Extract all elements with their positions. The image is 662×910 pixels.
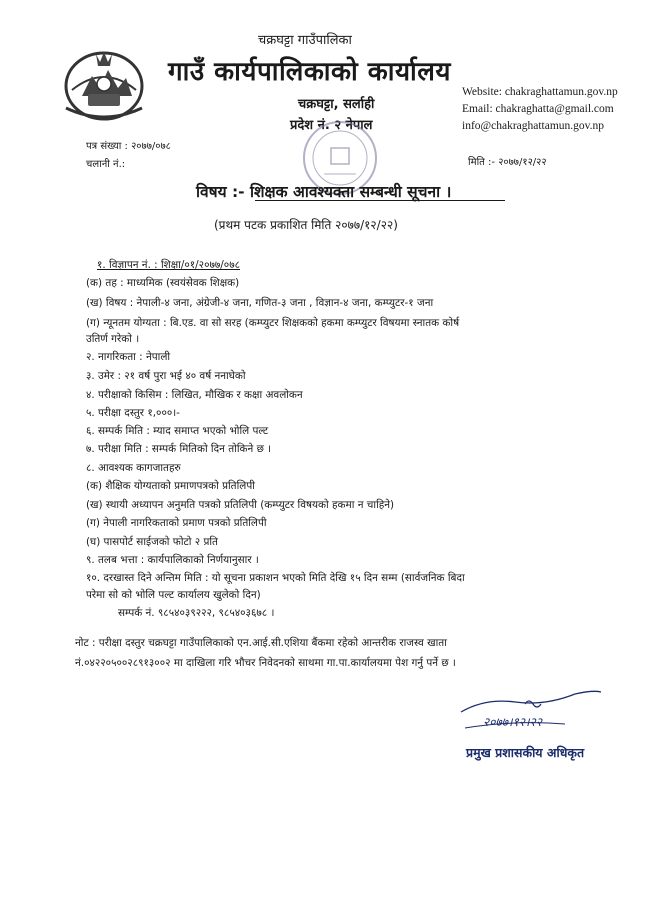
municipality-name: चक्रघट्टा गाउँपालिका	[258, 33, 352, 48]
note-line-2: नं.०४२२०५००२८९१३००२ मा दाखिला गरि भौचर निवेदनको साथमा गा.पा.कार्यालयमा पेश गर्नु पर्ने छ ।	[75, 657, 456, 669]
list-item: ९. तलब भत्ता : कार्यपालिकाको निर्णयानुसार ।	[86, 554, 259, 566]
list-item: परेमा सो को भोलि पल्ट कार्यालय खुलेको दिन)	[86, 589, 261, 601]
list-item: ८. आवश्यक कागजातहरु	[86, 462, 181, 474]
first-published-date: (प्रथम पटक प्रकाशित मिति २०७७/१२/२२)	[214, 218, 398, 232]
office-province: प्रदेश नं. २ नेपाल	[290, 118, 373, 133]
nepal-emblem-logo	[62, 46, 146, 122]
list-item: (ग) न्यूनतम योग्यता : बि.एड. वा सो सरह (कम्प्युटर शिक्षकको हकमा कम्प्युटर विषयमा स्नातक कोर्ष	[86, 317, 460, 329]
contact-numbers: सम्पर्क नं. ९८५४०३९२२२, ९८५४०३६७८ ।	[118, 607, 275, 619]
dispatch-number: चलानी नं.:	[86, 159, 126, 170]
list-item: (क) तह : माध्यमिक (स्वयंसेवक शिक्षक)	[86, 277, 240, 289]
list-item: (क) शैक्षिक योग्यताको प्रमाणपत्रको प्रतिलिपी	[86, 480, 255, 492]
signature-date: २०७७।१२।२२	[483, 715, 543, 729]
subject-heading: विषय :- शिक्षक आवश्यक्ता सम्बन्धी सूचना ।	[196, 183, 452, 201]
list-item: ३. उमेर : २१ वर्ष पुरा भई ४० वर्ष ननाघेको	[86, 370, 246, 382]
list-item: (ख) स्थायी अध्यापन अनुमति पत्रको प्रतिलिपी (कम्प्युटर विषयको हकमा न चाहिने)	[86, 499, 395, 511]
list-item: २. नागरिकता : नेपाली	[86, 351, 171, 363]
list-item: १. विज्ञापन नं. : शिक्षा/०१/२०७७/०७८	[97, 259, 241, 271]
list-item: १०. दरखास्त दिने अन्तिम मिति : यो सूचना प्रकाशन भएको मिति देखि १५ दिन सम्म (सार्वजनिक बिदा	[86, 572, 465, 584]
list-item: ७. परीक्षा मिति : सम्पर्क मितिको दिन तोकिने छ ।	[86, 443, 272, 455]
letter-number: पत्र संख्या : २०७७/०७८	[86, 141, 171, 152]
list-item: (घ) पासपोर्ट साईजको फोटो २ प्रति	[86, 536, 218, 548]
handwritten-signature	[455, 684, 605, 740]
list-item: ६. सम्पर्क मिति : म्याद समाप्त भएको भोलि पल्ट	[86, 425, 269, 437]
email-text: Email: chakraghatta@gmail.com	[462, 103, 614, 115]
list-item: (ख) विषय : नेपाली-४ जना, अंग्रेजी-४ जना, गणित-३ जना , विज्ञान-४ जना, कम्प्युटर-१ जना	[86, 297, 434, 309]
info-email-text: info@chakraghattamun.gov.np	[462, 120, 605, 132]
office-title: गाउँ कार्यपालिकाको कार्यालय	[168, 57, 451, 87]
list-item: ५. परीक्षा दस्तुर १,०००।-	[86, 407, 180, 419]
website-text: Website: chakraghattamun.gov.np	[462, 86, 618, 98]
letter-date: मिति :- २०७७/१२/२२	[468, 157, 547, 168]
note-line-1: नोट : परीक्षा दस्तुर चक्रघट्टा गाउँपालिकाको एन.आई.सी.एशिया बैंकमा रहेको आन्तरीक राजस्व खाता	[75, 637, 447, 649]
officer-title: प्रमुख प्रशासकीय अधिकृत	[466, 745, 585, 760]
list-item: (ग) नेपाली नागरिकताको प्रमाण पत्रको प्रतिलिपी	[86, 517, 267, 529]
list-item: ४. परीक्षाको किसिम : लिखित, मौखिक र कक्षा अवलोकन	[86, 389, 303, 401]
office-address: चक्रघट्टा, सर्लाही	[298, 97, 375, 112]
list-item: उतिर्ण गरेको ।	[86, 333, 140, 345]
subject-underline	[255, 200, 505, 201]
